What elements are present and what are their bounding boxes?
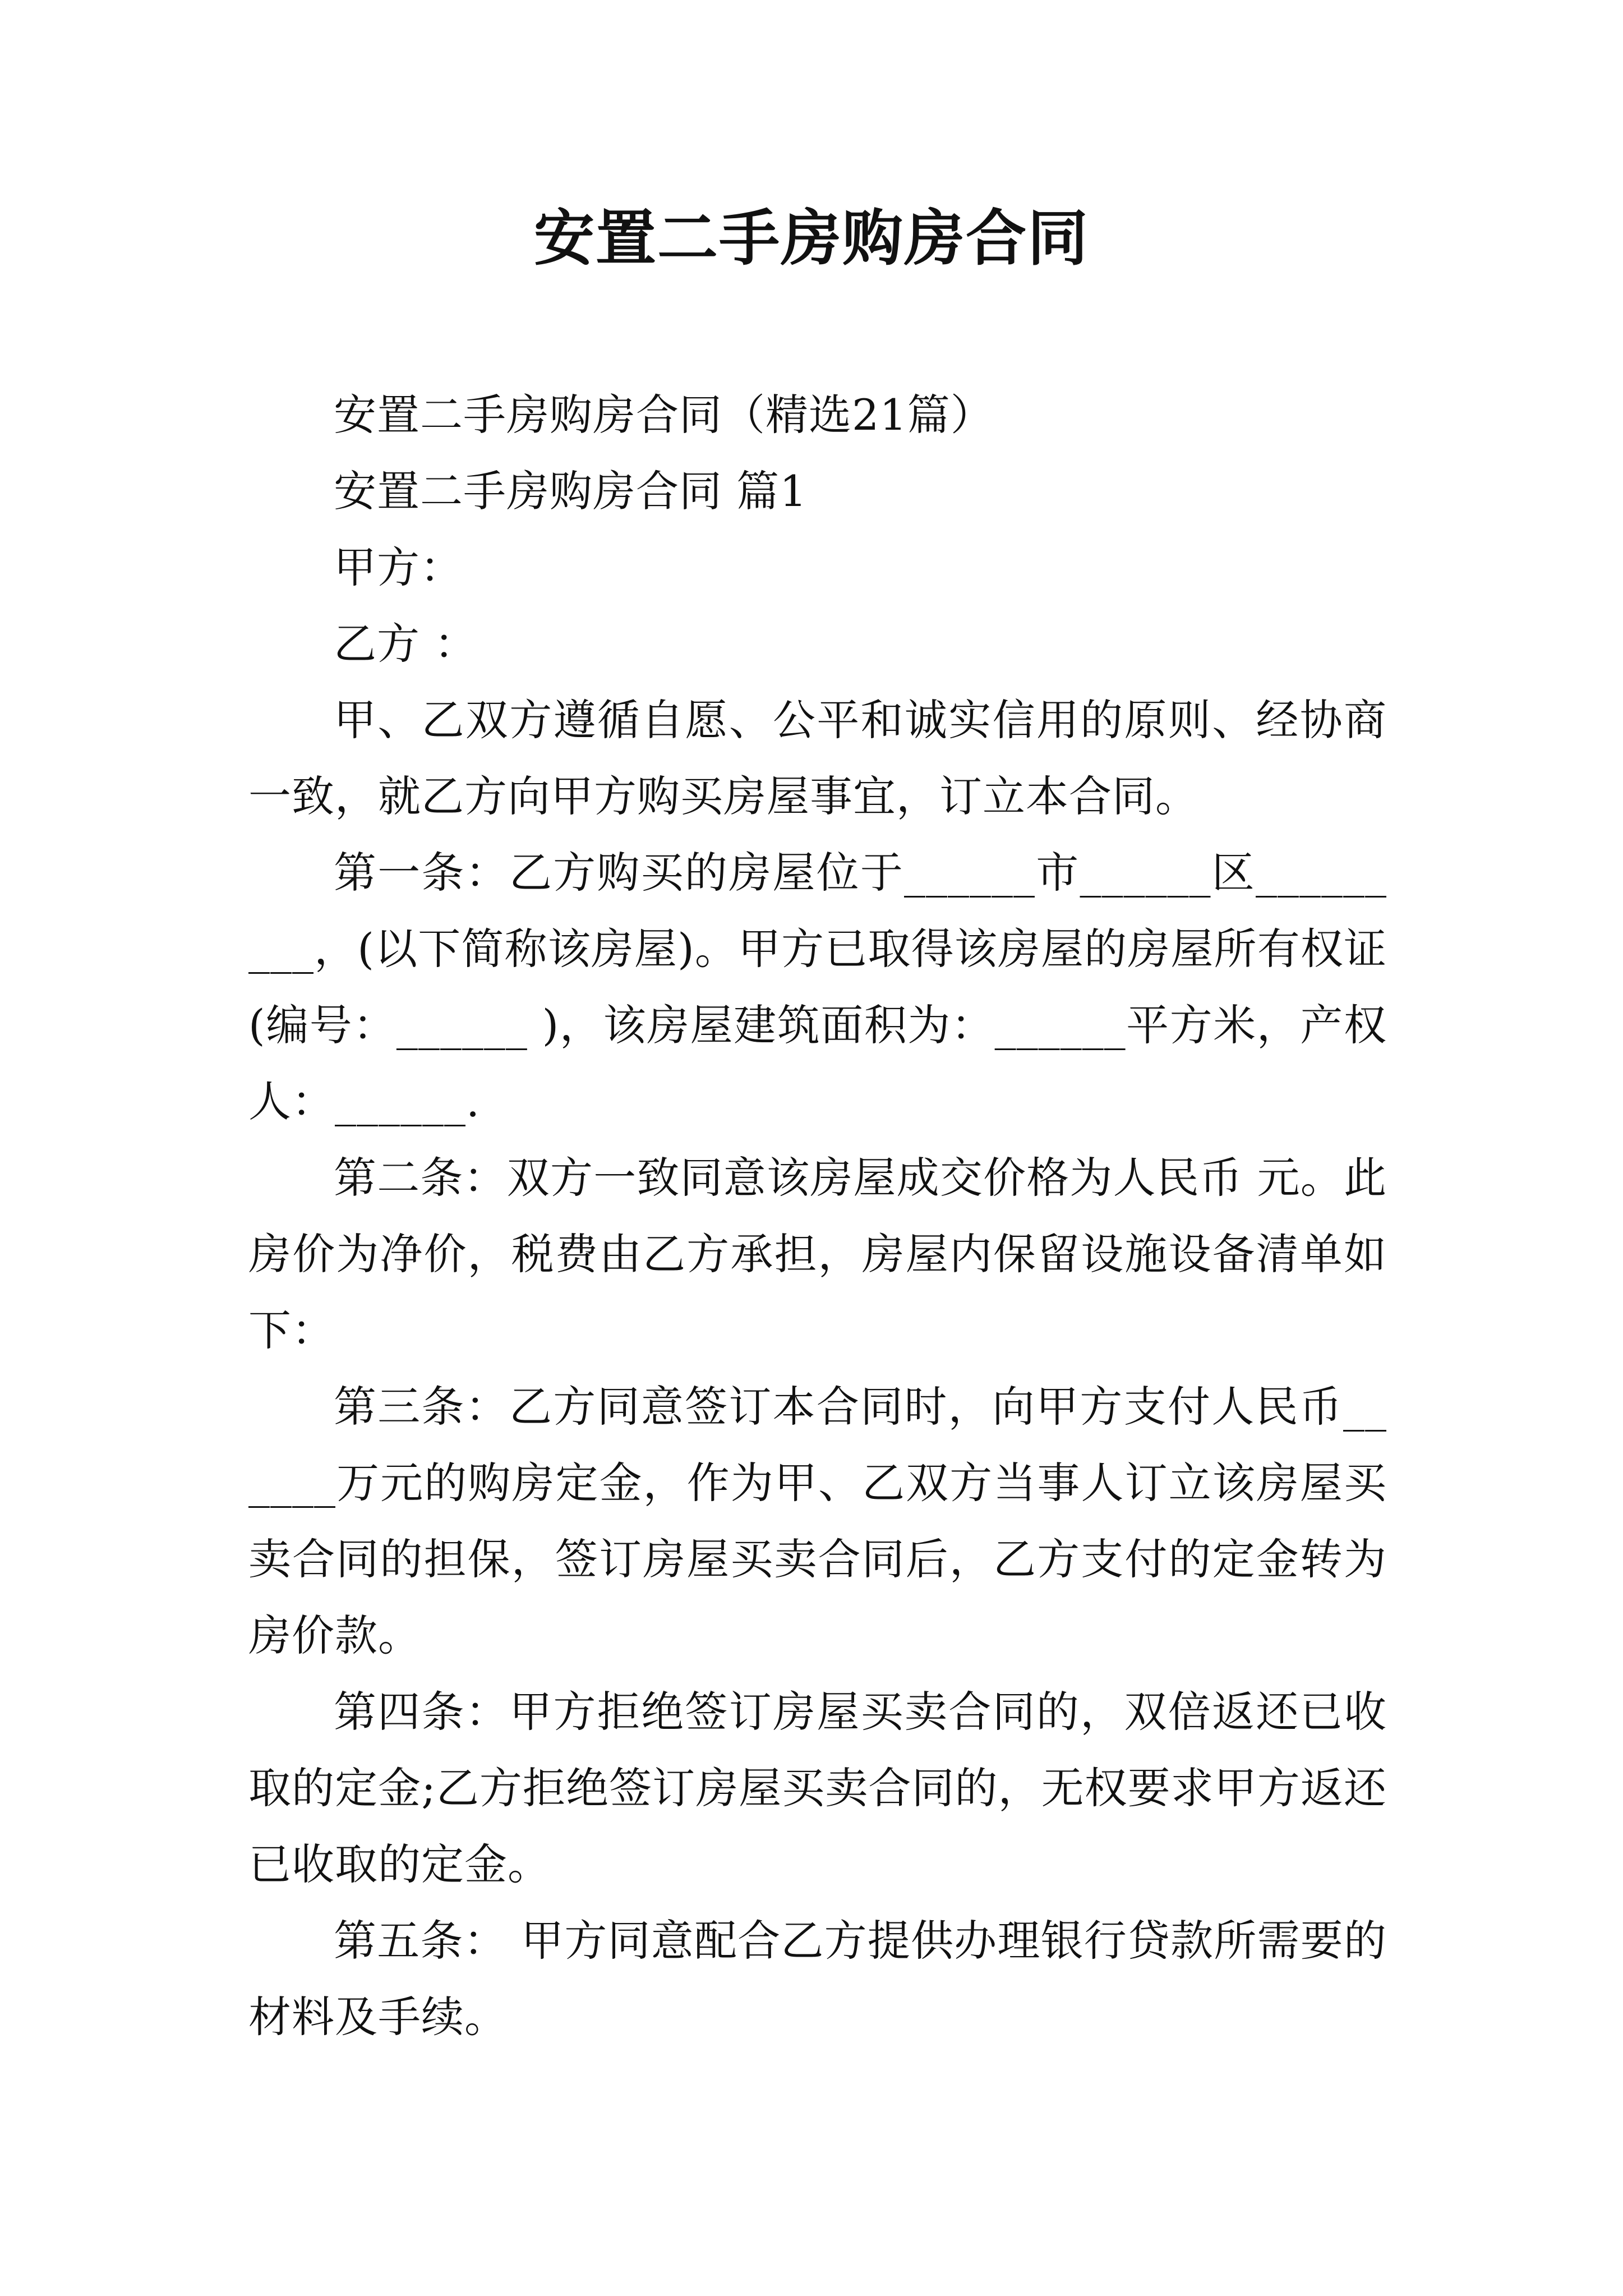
document-body xyxy=(248,377,1387,2055)
paragraph-article-1: 第一条：乙方购买的房屋位于______市______区_________，(以下简称该房屋)。甲方已取得该房屋的房屋所有权证(编号：______ )，该房屋建筑面积为：______平方米，产权人：______. xyxy=(248,848,1387,1126)
paragraph-subtitle: 安置二手房购房合同（精选21篇） xyxy=(334,390,994,440)
paragraph-article-4: 第四条：甲方拒绝签订房屋买卖合同的，双倍返还已收取的定金;乙方拒绝签订房屋买卖合同的，无权要求甲方返还已收取的定金。 xyxy=(248,1687,1387,1889)
paragraph-preamble: 甲、乙双方遵循自愿、公平和诚实信用的原则、经协商一致，就乙方向甲方购买房屋事宜，订立本合同。 xyxy=(248,695,1387,821)
document-title: 安置二手房购房合同 xyxy=(533,203,1089,274)
paragraph-section-heading: 安置二手房购房合同 篇1 xyxy=(334,466,808,516)
paragraph-article-3: 第三条：乙方同意签订本合同时，向甲方支付人民币______万元的购房定金，作为甲、乙双方当事人订立该房屋买卖合同的担保，签订房屋买卖合同后，乙方支付的定金转为房价款。 xyxy=(248,1382,1387,1660)
paragraph-article-2: 第二条：双方一致同意该房屋成交价格为人民币 元。此房价为净价，税费由乙方承担，房屋内保留设施设备清单如下： xyxy=(248,1153,1387,1355)
paragraph-article-5: 第五条： 甲方同意配合乙方提供办理银行贷款所需要的材料及手续。 xyxy=(248,1916,1387,2042)
paragraph-party-a: 甲方： xyxy=(334,542,463,592)
paragraph-party-b: 乙方 ： xyxy=(334,619,478,669)
